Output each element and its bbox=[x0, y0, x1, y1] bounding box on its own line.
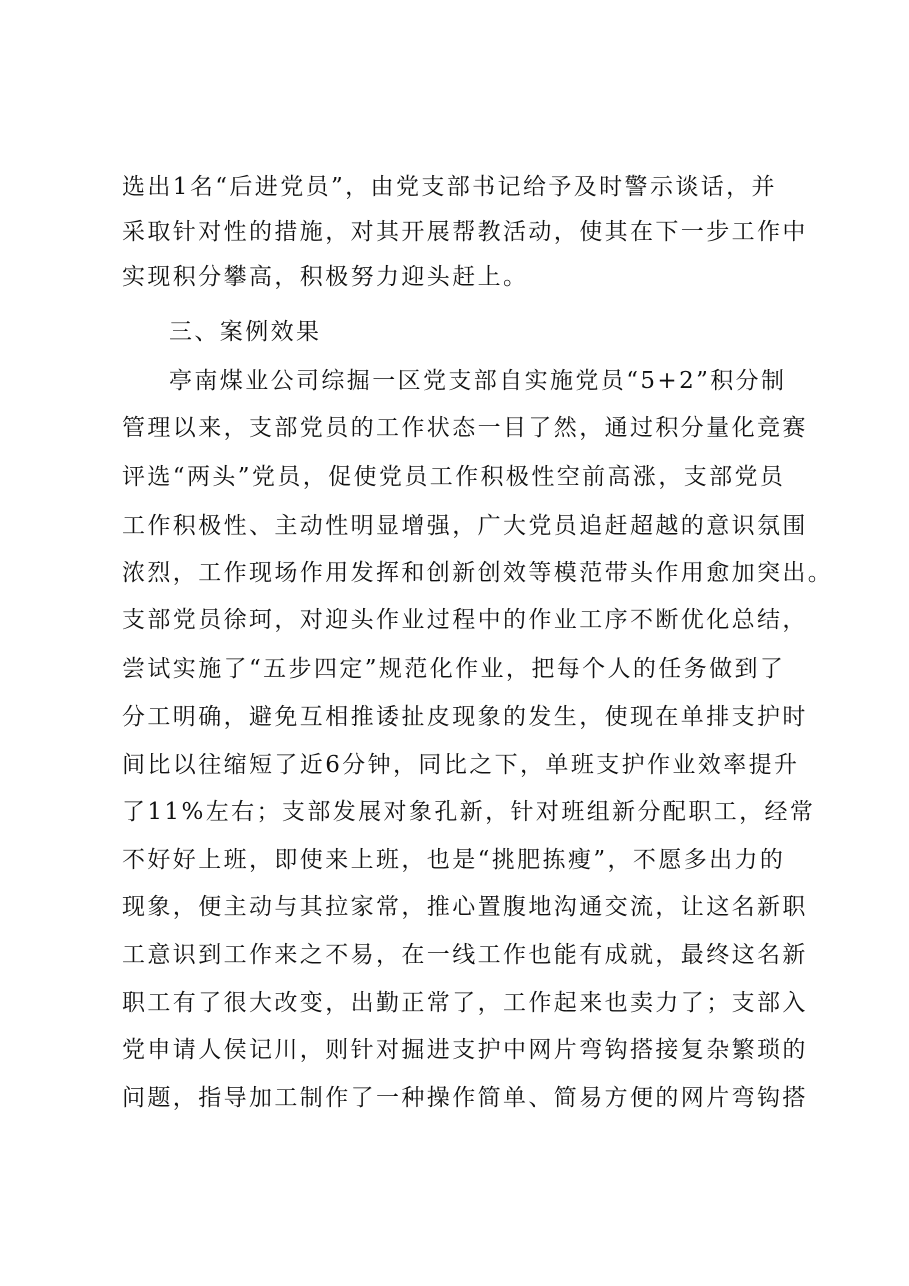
paragraph-line: 党申请人侯记川，则针对掘进支护中网片弯钩搭接复杂繁琐的 bbox=[122, 1037, 808, 1063]
paragraph-line: 分工明确，避免互相推诿扯皮现象的发生，使现在单排支护时 bbox=[122, 704, 808, 730]
section-heading: 三、案例效果 bbox=[169, 319, 322, 345]
paragraph-line: 了11%左右；支部发展对象孔新，针对班组新分配职工，经常 bbox=[122, 799, 816, 825]
paragraph-line: 尝试实施了“五步四定”规范化作业，把每个人的任务做到了 bbox=[122, 656, 786, 682]
paragraph-line: 选出1名“后进党员”，由党支部书记给予及时警示谈话，并 bbox=[122, 174, 777, 200]
paragraph-line: 采取针对性的措施，对其开展帮教活动，使其在下一步工作中 bbox=[122, 219, 808, 245]
paragraph-line: 浓烈，工作现场作用发挥和创新创效等模范带头作用愈加突出。 bbox=[122, 560, 834, 586]
paragraph-line: 评选“两头”党员，促使党员工作积极性空前高涨，支部党员 bbox=[122, 464, 786, 490]
paragraph-line: 实现积分攀高，积极努力迎头赶上。 bbox=[122, 264, 529, 290]
paragraph-line: 工意识到工作来之不易，在一线工作也能有成就，最终这名新 bbox=[122, 942, 808, 968]
paragraph-line: 管理以来，支部党员的工作状态一目了然，通过积分量化竞赛 bbox=[122, 415, 808, 441]
paragraph-line: 不好好上班，即使来上班，也是“挑肥拣瘦”，不愿多出力的 bbox=[122, 847, 786, 873]
paragraph-line: 支部党员徐珂，对迎头作业过程中的作业工序不断优化总结， bbox=[122, 607, 808, 633]
paragraph-line: 现象，便主动与其拉家常，推心置腹地沟通交流，让这名新职 bbox=[122, 894, 808, 920]
paragraph-line: 亭南煤业公司综掘一区党支部自实施党员“5+2”积分制 bbox=[169, 368, 787, 394]
paragraph-line: 职工有了很大改变，出勤正常了，工作起来也卖力了；支部入 bbox=[122, 990, 808, 1016]
paragraph-line: 间比以往缩短了近6分钟，同比之下，单班支护作业效率提升 bbox=[122, 752, 800, 778]
paragraph-line: 问题，指导加工制作了一种操作简单、简易方便的网片弯钩搭 bbox=[122, 1085, 808, 1111]
paragraph-line: 工作积极性、主动性明显增强，广大党员追赶超越的意识氛围 bbox=[122, 513, 808, 539]
